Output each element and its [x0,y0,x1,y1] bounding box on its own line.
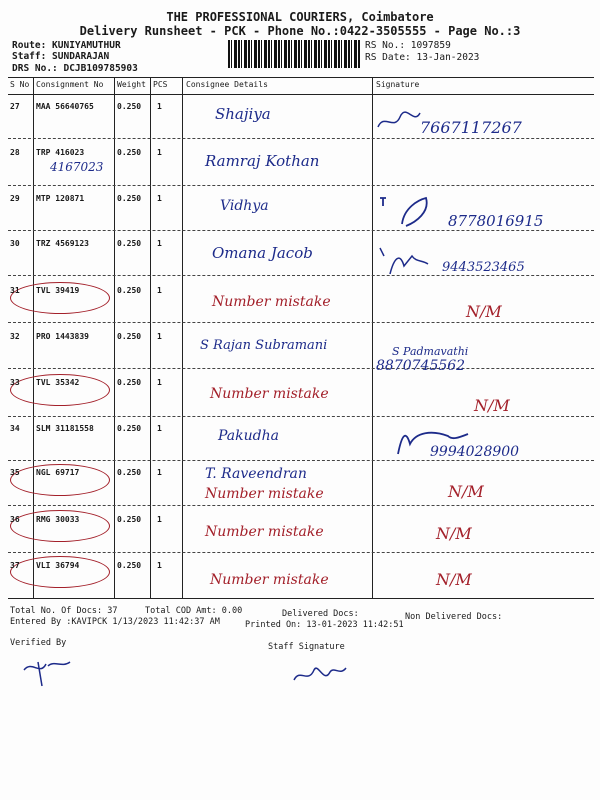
consignee-handwriting: Number mistake [212,294,331,310]
row-pcs: 1 [157,468,162,477]
barcode [228,40,360,68]
verifier-signature [18,654,78,690]
row-consignment: MTP 120871 [36,194,85,203]
col-pcs: PCS [153,80,168,89]
row-sno: 32 [10,332,20,341]
col-consignee: Consignee Details [186,80,268,89]
row-pcs: 1 [157,194,162,203]
consignee-handwriting: Vidhya [220,198,269,214]
row-sno: 37 [10,561,20,570]
row-pcs: 1 [157,332,162,341]
staff-signature-label: Staff Signature [268,642,345,652]
row-weight: 0.250 [117,286,142,295]
row-separator [8,552,594,553]
signature-handwriting: 9994028900 [430,444,520,460]
row-consignment: TRP 416023 [36,148,85,157]
row-weight: 0.250 [117,102,142,111]
row-consignment: TVL 39419 [36,286,80,295]
consignee-handwriting: Ramraj Kothan [205,152,320,170]
staff-signature [290,654,350,690]
rs-date: RS Date: 13-Jan-2023 [365,52,480,63]
row-pcs: 1 [157,561,162,570]
row-consignment: NGL 69717 [36,468,80,477]
consignee-handwriting: Number mistake [205,524,324,540]
row-sno: 35 [10,468,20,477]
col-divider [114,78,115,598]
row-pcs: 1 [157,515,162,524]
consignee-handwriting: T. Raveendran [205,466,307,482]
handwritten-note: Number mistake [205,486,324,502]
row-sno: 36 [10,515,20,524]
row-separator [8,505,594,506]
col-sno: S No [10,80,30,89]
row-pcs: 1 [157,102,162,111]
printed-on: Printed On: 13-01-2023 11:42:51 [245,620,404,630]
row-weight: 0.250 [117,561,142,570]
consignee-handwriting: Shajiya [215,105,271,123]
row-consignment: TRZ 4569123 [36,239,89,248]
signature-handwriting: N/M [448,482,484,501]
signature-handwriting: 8870745562 [376,358,466,374]
col-divider [182,78,183,598]
row-sno: 30 [10,239,20,248]
table-bottom-border [8,598,594,599]
row-pcs: 1 [157,424,162,433]
row-pcs: 1 [157,378,162,387]
row-consignment: PRO 1443839 [36,332,89,341]
row-separator [8,138,594,139]
row-separator [8,322,594,323]
row-separator [8,275,594,276]
consignee-handwriting: Omana Jacob [212,244,313,262]
signature-handwriting: N/M [474,396,510,415]
row-sno: 28 [10,148,20,157]
row-consignment: RMG 30033 [36,515,80,524]
total-docs: Total No. Of Docs: 37 [10,606,118,616]
signature-scribble [376,242,436,278]
row-sno: 29 [10,194,20,203]
row-sno: 31 [10,286,20,295]
row-weight: 0.250 [117,378,142,387]
signature-handwriting: 8778016915 [448,212,544,230]
row-separator [8,185,594,186]
row-weight: 0.250 [117,424,142,433]
signature-handwriting: N/M [436,524,472,543]
signature-handwriting: 7667117267 [420,118,522,137]
runsheet-title: Delivery Runsheet - PCK - Phone No.:0422-3505555 - Page No.:3 [79,24,521,38]
row-sno: 33 [10,378,20,387]
row-weight: 0.250 [117,194,142,203]
col-signature: Signature [376,80,420,89]
signature-handwriting: N/M [436,570,472,589]
signature-handwriting: N/M [466,302,502,321]
company-title: THE PROFESSIONAL COURIERS, Coimbatore [166,10,434,24]
col-divider [150,78,151,598]
non-delivered-docs: Non Delivered Docs: [405,612,503,622]
col-divider [372,78,373,598]
row-weight: 0.250 [117,468,142,477]
row-sno: 27 [10,102,20,111]
row-consignment: SLM 31181558 [36,424,94,433]
row-weight: 0.250 [117,515,142,524]
route-label: Route: KUNIYAMUTHUR [12,40,121,51]
verified-by-label: Verified By [10,638,67,648]
row-consignment: TVL 35342 [36,378,80,387]
row-separator [8,230,594,231]
consignee-handwriting: Pakudha [218,428,279,444]
row-consignment: VLI 36794 [36,561,80,570]
row-pcs: 1 [157,239,162,248]
staff-label: Staff: SUNDARAJAN [12,51,110,62]
handwritten-note: S Padmavathi [392,345,469,358]
row-pcs: 1 [157,148,162,157]
row-sno: 34 [10,424,20,433]
row-separator [8,416,594,417]
signature-handwriting: 9443523465 [442,260,525,275]
table-top-border [8,77,594,78]
handwritten-note: 4167023 [50,160,104,174]
entered-by: Entered By :KAVIPCK 1/13/2023 11:42:37 AM [10,617,220,627]
rs-number: RS No.: 1097859 [365,40,451,51]
row-weight: 0.250 [117,239,142,248]
delivered-docs: Delivered Docs: [282,609,359,619]
col-consignment: Consignment No [36,80,104,89]
row-separator [8,368,594,369]
col-weight: Weight [117,80,146,89]
signature-scribble [374,105,424,135]
row-consignment: MAA 56640765 [36,102,94,111]
row-weight: 0.250 [117,148,142,157]
consignee-handwriting: Number mistake [210,386,329,402]
row-separator [8,460,594,461]
row-pcs: 1 [157,286,162,295]
row-weight: 0.250 [117,332,142,341]
header-bottom-border [8,94,594,95]
consignee-handwriting: S Rajan Subramani [200,338,328,353]
signature-scribble [378,192,438,230]
consignee-handwriting: Number mistake [210,572,329,588]
total-cod: Total COD Amt: 0.00 [145,606,243,616]
drs-number: DRS No.: DCJB109785903 [12,63,138,74]
